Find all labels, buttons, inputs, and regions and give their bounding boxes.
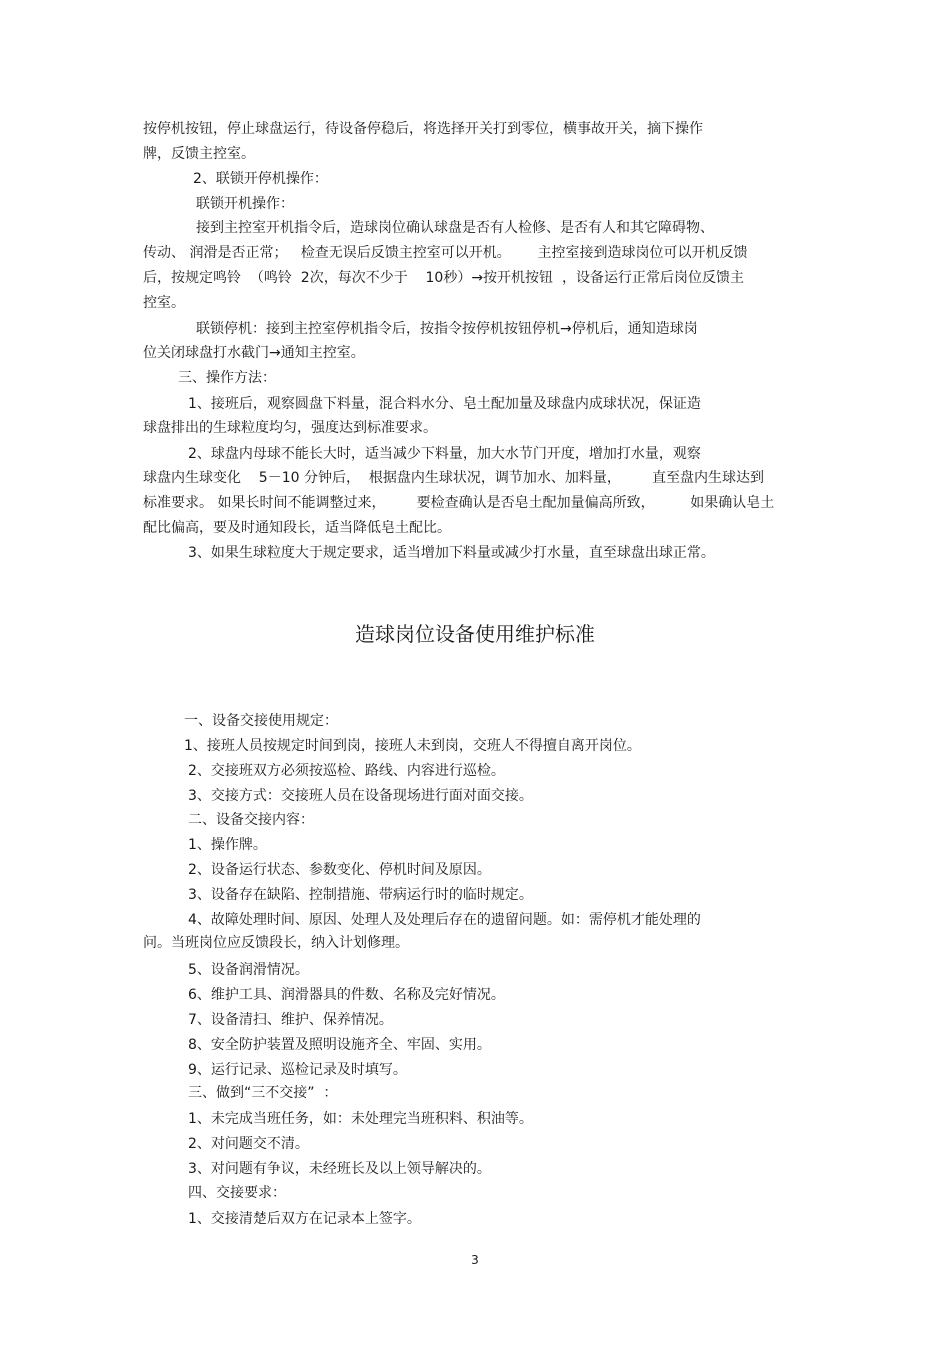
paragraph-line: 联锁开机操作： (196, 196, 294, 212)
section-heading: 二、设备交接内容： (188, 812, 314, 828)
list-item: 2、交接班双方必须按巡检、路线、内容进行巡检。 (188, 763, 505, 779)
paragraph-line: 传动、 润滑是否正常； 检查无误后反馈主控室可以开机。 主控室接到造球岗位可以开机反馈 (143, 245, 748, 261)
paragraph-line: 1、接班后，观察圆盘下料量，混合料水分、皂土配加量及球盘内成球状况，保证造 (188, 396, 701, 412)
paragraph-line: 牌，反馈主控室。 (143, 146, 255, 162)
page-number: 3 (471, 1253, 479, 1267)
paragraph-line: 控室。 (143, 295, 185, 311)
list-item: 3、设备存在缺陷、控制措施、带病运行时的临时规定。 (188, 887, 533, 903)
document-title: 造球岗位设备使用维护标准 (355, 622, 595, 646)
list-item: 2、对问题交不清。 (188, 1136, 309, 1152)
list-item: 1、交接清楚后双方在记录本上签字。 (188, 1211, 421, 1227)
section-heading: 2、联锁开停机操作： (193, 171, 328, 187)
list-item: 2、设备运行状态、参数变化、停机时间及原因。 (188, 862, 491, 878)
paragraph-line: 接到主控室开机指令后，造球岗位确认球盘是否有人检修、是否有人和其它障碍物、 (196, 220, 714, 236)
list-item: 1、操作牌。 (188, 837, 267, 853)
list-item: 1、未完成当班任务，如：未处理完当班积料、积油等。 (188, 1111, 533, 1127)
paragraph-line: 2、球盘内母球不能长大时，适当减少下料量，加大水节门开度，增加打水量，观察 (188, 446, 701, 462)
paragraph-line: 标准要求。 如果长时间不能调整过来， 要检查确认是否皂土配加量偏高所致， 如果确认皂土 (143, 495, 775, 511)
paragraph-line: 按停机按钮，停止球盘运行，待设备停稳后，将选择开关打到零位，横事故开关，摘下操作 (143, 121, 703, 137)
list-item: 6、维护工具、润滑器具的件数、名称及完好情况。 (188, 987, 505, 1003)
list-item: 4、故障处理时间、原因、处理人及处理后存在的遗留问题。如：需停机才能处理的 (188, 912, 701, 928)
paragraph-line: 3、如果生球粒度大于规定要求，适当增加下料量或减少打水量，直至球盘出球正常。 (188, 545, 715, 561)
section-heading: 四、交接要求： (188, 1185, 286, 1201)
list-item: 1、接班人员按规定时间到岗，接班人未到岗，交班人不得擅自离开岗位。 (184, 738, 641, 754)
paragraph-line: 位关闭球盘打水截门→通知主控室。 (143, 345, 365, 361)
section-heading: 三、做到“三不交接” ： (188, 1085, 338, 1101)
paragraph-line: 球盘内生球变化 5－10 分钟后， 根据盘内生球状况，调节加水、加料量， 直至盘内生球达到 (143, 470, 765, 486)
list-item: 9、运行记录、巡检记录及时填写。 (188, 1062, 407, 1078)
section-heading: 三、操作方法： (178, 370, 276, 386)
list-item: 问。当班岗位应反馈段长，纳入计划修理。 (143, 935, 409, 951)
section-heading: 一、设备交接使用规定： (184, 713, 338, 729)
list-item: 5、设备润滑情况。 (188, 962, 309, 978)
list-item: 3、对问题有争议，未经班长及以上领导解决的。 (188, 1161, 491, 1177)
paragraph-line: 球盘排出的生球粒度均匀，强度达到标准要求。 (143, 420, 437, 436)
paragraph-line: 配比偏高，要及时通知段长，适当降低皂土配比。 (143, 520, 451, 536)
paragraph-line: 联锁停机：接到主控室停机指令后，按指令按停机按钮停机→停机后，通知造球岗 (196, 321, 698, 337)
paragraph-line: 后，按规定鸣铃 （鸣铃 2次，每次不少于 10秒）→按开机按钮 ，设备运行正常后岗位反馈主 (143, 270, 744, 286)
list-item: 8、安全防护装置及照明设施齐全、牢固、实用。 (188, 1037, 491, 1053)
list-item: 7、设备清扫、维护、保养情况。 (188, 1012, 393, 1028)
list-item: 3、交接方式：交接班人员在设备现场进行面对面交接。 (188, 788, 533, 804)
